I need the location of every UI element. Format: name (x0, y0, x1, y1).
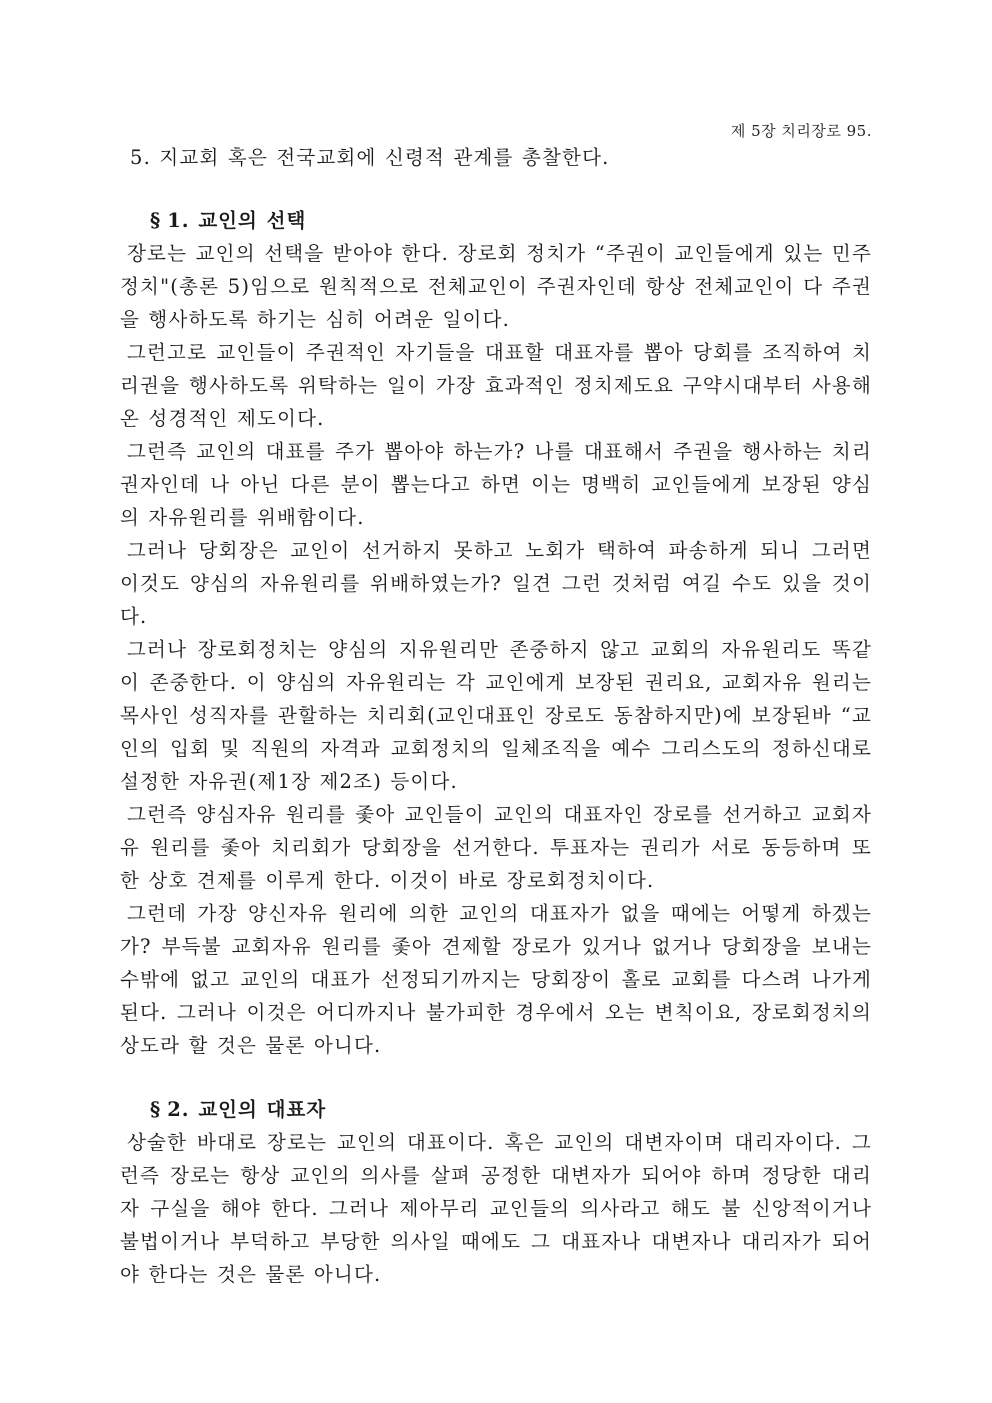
section-symbol: § (150, 209, 162, 232)
paragraph: 그런데 가장 양신자유 원리에 의한 교인의 대표자가 없을 때에는 어떻게 하겠는가? 부득불 교회자유 원리를 좇아 견제할 장로가 있거나 없거나 당회장을 보내는 수밖에 없고 교인의 대표가 선정되기까지는 당회장이 홀로 교회를 다스려 나가게 된다. 그러나 이것은 어디까지나 불가피한 경우에서 오는 변칙이요, 장로회정치의 상도라 할 것은 물론 아니다. (120, 902, 872, 1057)
section-2-heading (120, 1093, 872, 1126)
section-1-heading (120, 204, 872, 237)
paragraph: 그러나 장로회정치는 양심의 지유원리만 존중하지 않고 교회의 자유원리도 똑같이 존중한다. 이 양심의 자유원리는 각 교인에게 보장된 권리요, 교회자유 원리는 목사인 성직자를 관할하는 치리회(교인대표인 장로도 동참하지만)에 보장된바 “교인의 입회 및 직원의 자격과 교회정치의 일체조직을 예수 그리스도의 정하신대로 설정한 자유권(제1장 제2조) 등이다. (120, 638, 872, 793)
paragraph: 그런즉 교인의 대표를 주가 뽑아야 하는가? 나를 대표해서 주권을 행사하는 치리권자인데 나 아닌 다른 분이 뽑는다고 하면 이는 명백히 교인들에게 보장된 양심의 자유원리를 위배함이다. (120, 440, 872, 529)
section-2-title: 2. 교인의 대표자 (167, 1098, 327, 1121)
paragraph: 그런즉 양심자유 원리를 좇아 교인들이 교인의 대표자인 장로를 선거하고 교회자유 원리를 좇아 치리회가 당회장을 선거한다. 투표자는 권리가 서로 동등하며 또한 상호 견제를 이루게 한다. 이것이 바로 장로회정치이다. (120, 803, 872, 892)
section-1-title: 1. 교인의 선택 (167, 209, 307, 232)
section-symbol: § (150, 1098, 162, 1121)
list-item-5: 5. 지교회 혹은 전국교회에 신령적 관계를 총찰한다. (130, 146, 610, 169)
paragraph: 상술한 바대로 장로는 교인의 대표이다. 혹은 교인의 대변자이며 대리자이다. 그런즉 장로는 항상 교인의 의사를 살펴 공정한 대변자가 되어야 하며 정당한 대리자 구실을 해야 한다. 그러나 제아무리 교인들의 의사라고 해도 불 신앙적이거나 불법이거나 부덕하고 부당한 의사일 때에도 그 대표자나 대변자나 대리자가 되어야 한다는 것은 물론 아니다. (120, 1131, 872, 1286)
running-header: 제 5장 치리장로 95. (730, 122, 872, 140)
paragraph: 장로는 교인의 선택을 받아야 한다. 장로회 정치가 “주권이 교인들에게 있는 민주정치"(총론 5)임으로 원칙적으로 전체교인이 주권자인데 항상 전체교인이 다 주권을 행사하도록 하기는 심히 어려운 일이다. (120, 242, 872, 331)
paragraph: 그러나 당회장은 교인이 선거하지 못하고 노회가 택하여 파송하게 되니 그러면 이것도 양심의 자유원리를 위배하였는가? 일견 그런 것처럼 여길 수도 있을 것이다. (120, 539, 872, 628)
body-text (120, 141, 872, 1291)
paragraph: 그런고로 교인들이 주권적인 자기들을 대표할 대표자를 뽑아 당회를 조직하여 치리권을 행사하도록 위탁하는 일이 가장 효과적인 정치제도요 구약시대부터 사용해온 성경적인 제도이다. (120, 341, 872, 430)
